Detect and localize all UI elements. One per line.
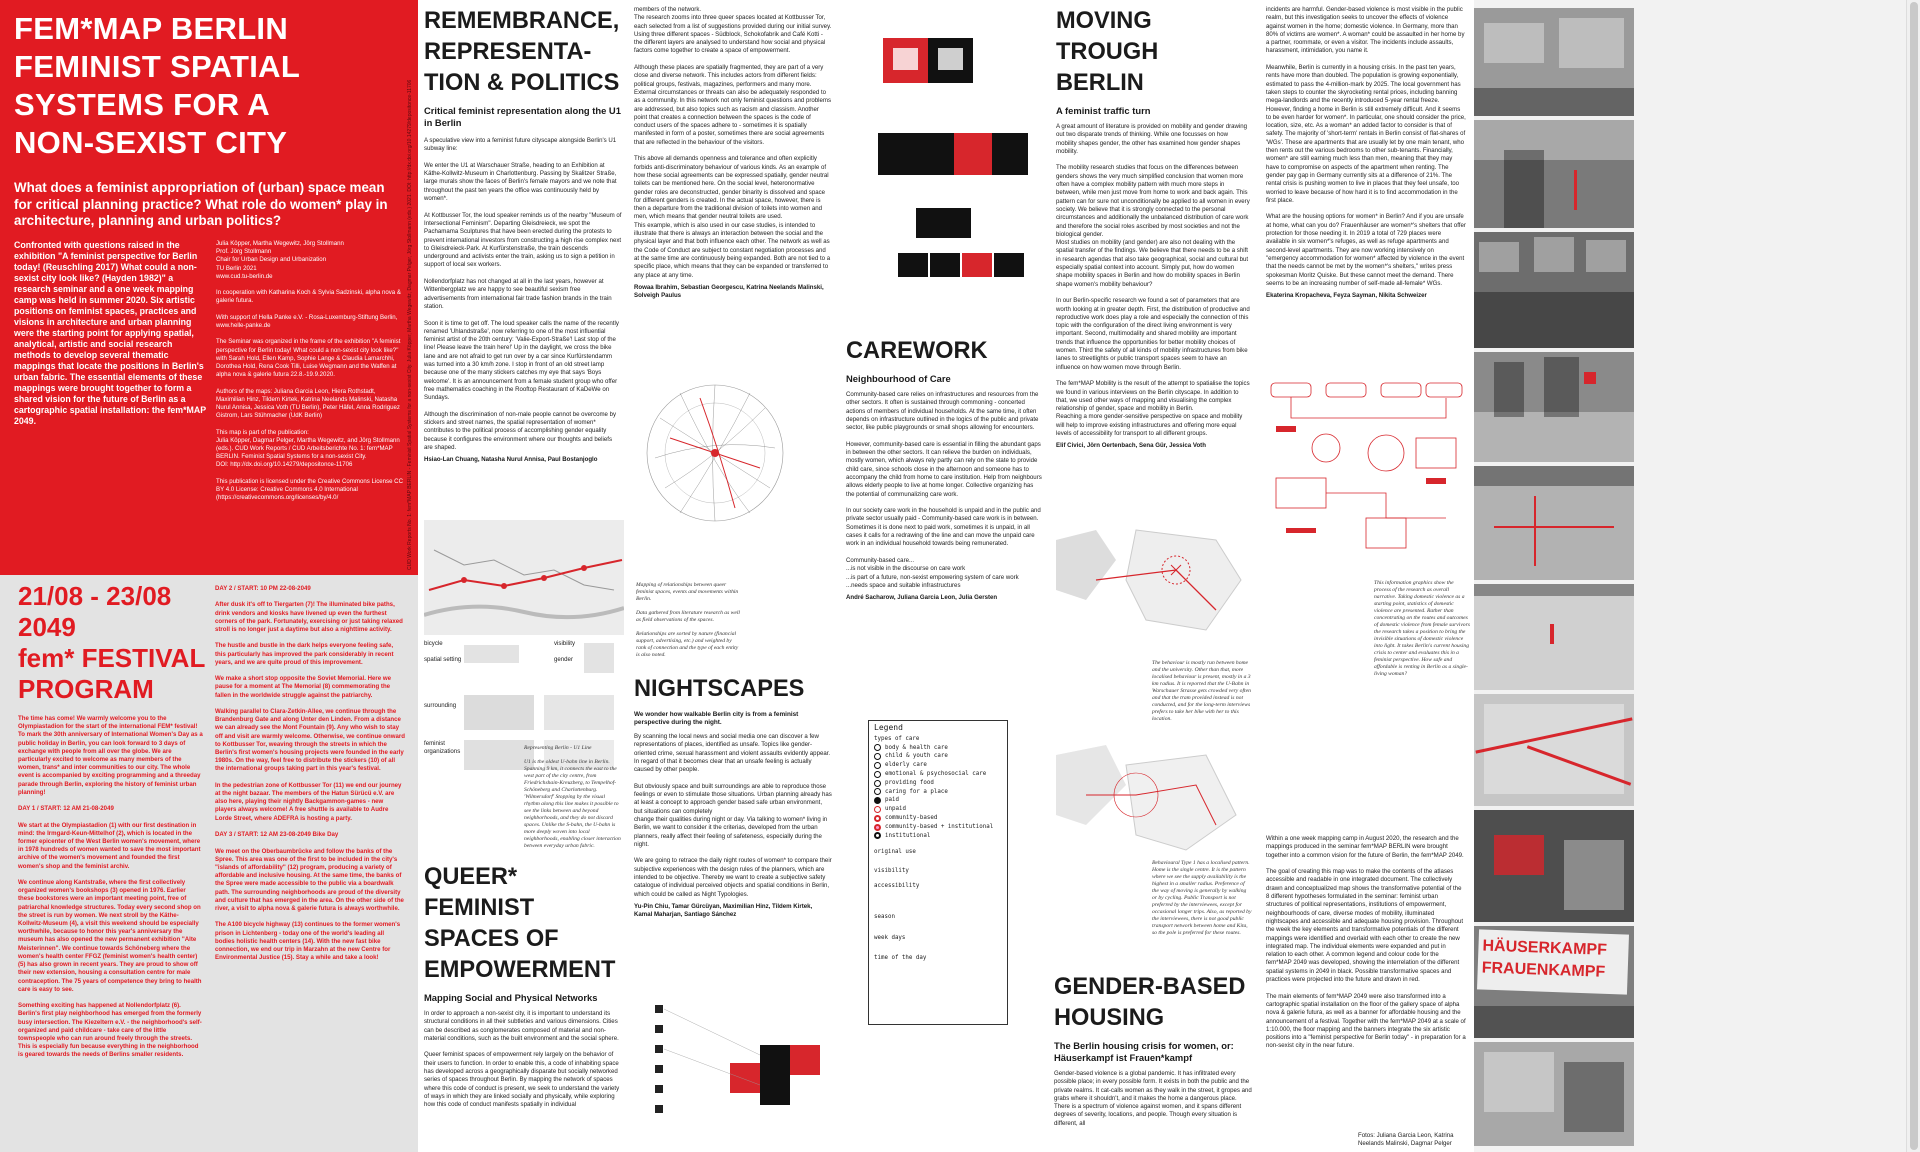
photo-floor-map-2 <box>1474 694 1634 806</box>
network-caption: Mapping of relationships between queer feminist spaces, events and movements within Berlin. Data gathered from literature research as well as field observations of the spaces. Relationships are sorted by nature (financial support, advertising, etc.) and weighted by rank of connection and the type of each entity is also noted. <box>636 582 740 658</box>
legend-types-list <box>874 744 1002 841</box>
festival-text-right: DAY 2 / START: 10 PM 22-08-2049 After dusk it's off to Tiergarten (7)! The illuminated bike paths, drink vendors and kiosks have livened up even the furthest corners of the park. Fortunately, exercising or just taking relaxed stroll is no longer just a daytime but also a nighttime activity. The hustle and bustle in the dark helps everyone feeling safe, this particularly has improved the park considerably in recent years, and we are quite proud of this improvement. We make a short stop opposite the Soviet Memorial. Here we pause for a moment at The Memorial (8) commemorating the fallen in the worldwide struggle against the patriarchy. Walking parallel to Clara-Zetkin-Allee, we continue through the Brandenburg Gate and along Unter den Linden. From a distance we can already see the Mont Fountain (9). Any who wish to stay off and visit are warmly welcome. Otherwise, we continue onward to Kottbusser Tor, weaving through the streets in which the Berlin's first women's housing projects were founded in the early 1980s. On the way, feel free to distribute the stickers (10) of all the international groups taking part in this year's festival. In the pedestrian zone of Kottbusser Tor (11) we end our journey at the night bazaar. The members of the Hatun Sürücü e.V. are also here, playing their nightly Backgammon-games - new players always welcome! A free shuttle is available to Audre Lorde Street, where ADEFRA is hosting a party. DAY 3 / START: 12 AM 23-08-2049 Bike Day We meet on the Oberbaumbrücke and follow the banks of the Spree. This area was one of the first to be included in the city's "islands of affordability" (12) program, producing a variety of affordable and inclusive housing. At the same time, the banks of the Spree were made accessible to the public via a boardwalk path. The surrounding neighborhoods are proud of the diversity and culture that has emerged in the area. On the other side of the river, a visit to alpha nova & galerie futura is always worthwhile. The A100 bicycle highway (13) continues to the former women's prison in Lichtenberg - today one of the world's leading all bodies holistic health centers (14). With the new fast bike connection, we end our trip in Marzahn at the new Centre for Environmental Justice (15). Stay a while and take a look! <box>215 585 405 962</box>
housing-section <box>1054 972 1254 1128</box>
remembrance-text: A speculative view into a feminist future cityscape alongside Berlin's U1 subway line: We enter the U1 at Warschauer Straße, heading to an Exhibition at Käthe-Kollwitz-Museum in Charlottenburg. Passing by Skalitzer Straße, large murals show the faces of Berlin's female mayors and we note that throughout the past ten years the office was continuously held by women*. At Kottbusser Tor, the loud speaker reminds us of the nearby "Museum of Intersectional Feminism". Departing Gleisdreieck, we spot the Pachamama Sculptures that have been erected during the protests to prevent international investors from constructing a high rise complex next to Gleisdreieck-Park. At Kurfürstenstraße, the train descends underground and activists enter the train, asking us to sign a petition in support of local sex workers. Nollendorfplatz has not changed at all in the last years, however at Wittenbergplatz we are happy to see beautiful sexism free advertisements from international fair trade fashion brands in the train station. Soon it is time to get off. The loud speaker calls the name of the recently renamed 'Uhlandstraße', now referring to one of the most influential feminist artist of the 20th century: 'Valie-Export-Straße'! Last stop of the line! Please leave the train here!' Up in the daylight, we cross the bike lane and are not afraid to get run over by a car since Kurfürstendamm was turned into a 30 km/h zone. I stop in front of an old street lamp because one of the many stickers catches my eye that says 'Boys welcome'. It is an announcement from a female student group who offer free mathematics coaching in the Rooftop Restaurant of KaDeWe on Sundays. Although the discrimination of non-male people cannot be overcome by stickers and street names, the spatial representation of women* contributes to the political process of accomplishing gender equality because it configures the environment where our thoughts and beliefs are shaped. <box>424 137 622 451</box>
vertical-scrollbar[interactable] <box>1906 0 1920 1152</box>
mobility-caption-1: The behaviour is mostly run between home and the university. Other than that, more localised behaviour is present, mostly in a 3 km radius. It is reported that the U-Bahn in Warschauer Strasse gets crowded very often and that the tram provided instead is not conducted, and for the long-term interviews prefers to take her bike with her to this location. <box>1152 660 1251 722</box>
network-section <box>628 0 838 1152</box>
u1-line-map <box>424 520 624 635</box>
legend-season: season <box>874 913 895 920</box>
legend-item: emotional & psychosocial care <box>874 770 1002 779</box>
moving-text: A great amount of literature is provided on mobility and gender drawing out two disparate trends of thinking. While one focusses on how mobility shapes gender, the other has examined how gender shapes mobility. The mobility research studies that focus on the differences between genders shows the very much simplified conclusion that women more often have a complex mobility pattern with much more steps in between, while men just move from home to work and back again. This pattern can for sure not unconditionally be applied to all women in every society. We believe that it is strongly connected to the personal circumstances and additionally the unbalanced distribution of care work and therefore the social roles ascribed by most societies and not the biological gender. Most studies on mobility (and gender) are also not dealing with the spatial transfer of the findings. We believe that there needs to be a shift in research agendas that also take geographical, social and cultural but especially spatial context into account. Simply put, how do women shape mobility spaces in Berlin and how do mobility spaces in Berlin shape women's mobility behaviour? In our Berlin-specific research we found a set of parameters that are worth looking at in greater depth. First, the distribution of productive and reproductive work does play a role and especially the connection of this topic with the configuration of the direct living environment is very important. Second, multimodality and shared mobility are important trends that influence the opportunities for better mobility choices of women. Third the safety of all kinds of mobility infrastructures from bike lanes to streetlights or public transport spaces seem to have an influence on how women move through Berlin. The fem*MAP Mobility is the result of the attempt to spatialise the topics we found in various interviews on the Berlin cityscape. In addition to that, we used other ways of mapping and visualising the complex relationship of gender, space and mobility in Berlin. Reaching a more gender-sensitive perspective on space and mobility will help to improve existing infrastructures and offering more equal levels of accessibility for transport to all different groups. <box>1056 123 1250 437</box>
remembrance-title: REMEMBRANCE, REPRESENTA- TION & POLITICS <box>424 8 620 96</box>
queer-subtitle: Mapping Social and Physical Networks <box>424 992 598 1003</box>
legend-item: caring for a place <box>874 788 1002 797</box>
legend-visibility: visibility <box>874 868 909 875</box>
child-care-icon <box>874 753 881 760</box>
photo-workshop-1 <box>1474 8 1634 116</box>
moving-authors: Elif Civici, Jörn Oertenbach, Sena Gür, Jessica Voth <box>1056 442 1206 450</box>
legend-time-of-day: time of the day <box>874 955 927 962</box>
mobility-map-1 <box>1056 520 1246 660</box>
festival-title: 21/08 - 23/08 2049 fem* FESTIVAL PROGRAM <box>18 581 206 704</box>
legend-week-days: week days <box>874 934 906 941</box>
lead-question: What does a feminist appropriation of (urban) space mean for critical planning practice? What role do women* play in architecture, planning and urban politics? <box>14 180 388 228</box>
emotional-care-icon <box>874 771 881 778</box>
carework-text: Community-based care relies on infrastructures and resources from the other sectors. It often is sustained through commoning - concerted actions of members of individual households. At the same time, it often depends on infrastructure outlined in the logics of the public and private sector, like public playgrounds or small shops allowing for encounters. However, community-based care is essential in filling the abundant gaps in between the other sectors. It can relieve the burden on individuals, mostly women, which always rely partly can rely on the state to provide child care, since schools close in the afternoon and someone has to accompany the child from home to care institution. Help from neighbours allows elderly people to live at home longer. Collective organizing has the potential of communalizing care work. In our society care work in the household is unpaid and in the public and private sector usually paid - Community-based care work is in between. Sometimes it is done next to paid work, sometimes it is unpaid, in all cases it calls for a redrawing of the line and can move the unpaid care work in an individual household towards being remunerated. Community-based care... ...is not visible in the discourse on care work ...is part of a future, non-sexist empowering system of care work ...needs space and suitable infrastructures <box>846 391 1042 589</box>
title-panel <box>0 0 418 575</box>
u1-caption: Representing Berlin - U1 Line U1 is the oldest U-bahn line in Berlin. Spanning 9 km, it connects the east to the west part of the city centre, from Friedrichshain-Kreuzberg, to Tempelhof-Schöneberg and Charlottenburg. 'Wilmersdorf' Stopping by the visual rhythm along this line makes it possible to see the links between and beyond neighborhoods, and they do not discard spaces. Unlike the S-bahn, the U-bahn is more deeply woven into local neighborhoods, enabling closer interaction between everyday urban fabric. <box>524 745 621 849</box>
scrollbar-thumb[interactable] <box>1910 2 1918 1150</box>
housing-title: GENDER-BASED HOUSING <box>1054 974 1246 1031</box>
poster-title: FEM*MAP BERLIN FEMINIST SPATIAL SYSTEMS FOR A NON-SEXIST CITY <box>14 11 301 160</box>
housing-text: Gender-based violence is a global pandemic. It has infiltrated every possible place; in every possible form. It exists in both the public and the private realms. It cat-calls women as they walk in the street, it gropes and grabs where it shouldn't, and it makes the home a dangerous place. There is a spectrum of violence against women, and it spans different degrees of severity, locations, and people. Though every situation is different, all <box>1054 1070 1252 1127</box>
label-visibility: visibility <box>554 640 575 647</box>
elderly-care-icon <box>874 762 881 769</box>
legend-item: institutional <box>874 832 1002 841</box>
place-care-icon <box>874 788 881 795</box>
photo-workshop-2 <box>1474 120 1634 228</box>
legend-accessibility: accessibility <box>874 882 920 889</box>
legend-types-title: types of care <box>874 735 920 742</box>
care-diagrams <box>878 18 1028 278</box>
queer-text: In order to approach a non-sexist city, it is important to understand its structural conditions in all their subtleties and various dimensions. Cities can be described as conglomerates composed of material and non-material conditions, such as the built environment and the social sphere. Queer feminist spaces of empowerment rely largely on the behavior of their users to function. In order to enable this, a code of inhabiting space has developed across a geographically disparate but socially networked series of spaces throughout Berlin. By mapping the network of spaces where this code of conduct is present, we seek to understand the variety of ways in which they are linked socially and physically, while exploring how this code of conduct manifests spatially in individual <box>424 1010 620 1109</box>
carework-section <box>846 336 1042 602</box>
legend-item: paid <box>874 796 1002 805</box>
housing-continued <box>1258 0 1474 1152</box>
network-authors: Rowaa Ibrahim, Sebastian Georgescu, Katrina Neelands Malinski, Solveigh Paulus <box>634 283 824 299</box>
legend-item: elderly care <box>874 761 1002 770</box>
label-bicycle: bicycle <box>424 640 443 647</box>
community-icon <box>874 815 881 822</box>
housing-authors: Ekaterina Kropacheva, Feyza Sayman, Nikita Schweizer <box>1266 292 1427 300</box>
banner-text: HÄUSERKAMPF FRAUENKAMPF <box>1477 929 1629 994</box>
photo-floor-map-1 <box>1474 466 1634 580</box>
community-institutional-icon <box>874 824 881 831</box>
label-surrounding: surrounding <box>424 702 457 709</box>
label-spatial-setting: spatial setting <box>424 656 462 663</box>
housing-subtitle: The Berlin housing crisis for women, or: Häuserkampf ist Frauen*kampf <box>1054 1040 1234 1063</box>
remembrance-authors: Hsiao-Lan Chuang, Natasha Nurul Annisa, Paul Bostanjoglo <box>424 456 598 464</box>
photo-gallery-2 <box>1474 1042 1634 1146</box>
paid-icon <box>874 797 881 804</box>
photo-workshop-3 <box>1474 232 1634 348</box>
nightscapes-authors: Yu-Pin Chiu, Tamar Gürcüyan, Maximilian Hinz, Tildem Kirtek, Kamal Maharjan, Santiago Sánchez <box>634 902 813 918</box>
legend-item: unpaid <box>874 805 1002 814</box>
remembrance-subtitle: Critical feminist representation along the U1 in Berlin <box>424 105 621 128</box>
nightscapes-section <box>634 674 832 919</box>
network-text: members of the network. The research zooms into three queer spaces located at Kottbusser Tor, each selected from a list of suggestions provided during our initial survey. Using three different spaces - Südblock, Schokofabrik and Café Kotti - the different layers are analysed to understand how social and physical factors come together to create a space of empowerment. Although these places are spatially fragmented, they are part of a very close and diverse network. This includes actors from different fields: political groups, festivals, magazines, performers and many more. External circumstances or threats can also be adequately responded to as a community. In this network not only feminist questions and problems are addressed, but also topics such as racism and classism. Another point that creates a connection between the spaces is the code of conduct users of the spaces adhere to - sometimes it is spatially manifested in form of a poster, sometimes there are social agreements that are reflected in the behaviour of the visitors. This above all demands openness and tolerance and often explicitly forbids anti-discriminatory behaviour of various kinds. As an example of how these social agreements can be expressed spatially, gender neutral toilets can be mentioned here. On the social level, heteronormative gender roles are deconstructed, gender binarity is dissolved and space for different genders is created. In the actual space, however, there is then a departure from the traditional division of toilets into women and men, which means that gender neutral toilets are used. This example, which is also used in our case studies, is intended to illustrate that there is always an interaction between the social and the physical layer and that both influence each other. The network as well as the Code of Conduct are subject to constant negotiation processes and at the same time are continuously being expanded. Both are not tied to a specific place, which means that they can be expanded or transferred to any place at any time. <box>634 6 832 279</box>
photo-workshop-4 <box>1474 352 1634 462</box>
vertical-citation: CUD Work Reports No. 1: fem*MAP BERLIN - Feminist Spatial Systems for a non-sexist City. Julia Köpper, Martha Wegewitz, Dagmar Pelger, Jörg Stollmann (eds.) 2021. DOI: http://dx.doi.org/10.14279/depositonce-11706 <box>407 79 413 570</box>
carework-title: CAREWORK <box>846 338 988 364</box>
legend-original-use: original use <box>874 849 916 856</box>
night-typology-diagram <box>650 995 840 1145</box>
mobility-map-2 <box>1056 735 1246 860</box>
carework-authors: André Sacharow, Juliana Garcia Leon, Julia Gersten <box>846 594 998 602</box>
festival-program <box>0 575 418 1152</box>
nightscapes-title: NIGHTSCAPES <box>634 676 805 702</box>
legend-item: providing food <box>874 779 1002 788</box>
queer-section <box>424 862 624 1110</box>
label-feminist-organizations: feminist organizations <box>424 740 461 756</box>
nightscapes-text: By scanning the local news and social media one can discover a few representations of places, identified as unsafe. Topics like gender-oriented crime, sexual harassment and violent assaults evidently appear. In regard of that it becomes clear that an unsafe feeling is actually caused by other people. But obviously space and built surroundings are able to reproduce those feelings or even to stimulate those situations. Urban planning already has at least a concept to approach gender based safe urban environment, but situations can completely change their qualities during night or day. Via talking to women* living in Berlin, we want to consider it the criterias, developed from the urban planners, really affect their feeling of safeteness, especially during the night. We are going to retrace the daily night routes of women* to compare their subjective experiences with the design rules of the planners, which are intended to be objective. Thereby we want to create a subjective safety catalogue of individual perceived objects and spatial conditions in Berlin, which could be called as Night Typologies. <box>634 733 832 898</box>
festival-text-left: The time has come! We warmly welcome you to the Olympiastadion for the start of the international FEM* festival! To mark the 30th anniversary of International Women's Day as a public holiday in Berlin, you can look forward to 3 days of exchange with people from all over the globe. We are particularly excited to welcome as many members of the women, trans* and inter communities to our city. The whole event is accompanied by exciting programming and a threeday parade through Berlin, exploring the history of feminist urban planning! DAY 1 / START: 12 AM 21-08-2049 We start at the Olympiastadion (1) with our first destination in mind: the Irmgard-Keun-Mittelhof (2), which is located in the former epicenter of the West Berlin women's movement, where in 1978 hundreds of women wanted to save the most important archive of the women's movement and founded the first women's shop and the feminist archiv. We continue along Kantstraße, where the first collectively organized women's bookshops (3) opened in 1976. Earlier these bookstores were an important meeting point, free of patriarchal knowledge structures. Today every second shop on the street is run by women. We next stroll by the Käthe-Kollwitz-Museum (4), a visit this weekend should be especially worthwhile, because to honor this year's anniversary the museum has also opened the new permanent exhibition "Alte Meisterinnen". We continue towards Schöneberg where the women's health center FFGZ (feminist women's health center) (5) has also grown in recent years. They are proud to show off their new extension, housing a consultation centre for male contraception. The 75 years of competence they bring to health care is easy to see. Something exciting has happened at Nollendorfplatz (6). Berlin's first play neighborhood has emerged from the formerly busy intersection. The Kiezeltern e.V. - the neighborhood's self-organized and paid childcare - take care of the little townspeople who can run around freely through the streets. This is especially fun because everything in the neighborhood is geared towards the needs of Berlins smaller residents. <box>18 715 203 1059</box>
housing-text-continued: incidents are harmful. Gender-based violence is most visible in the public realm, but this investigation seeks to uncover the effects of violence against women in the home; domestic violence. In Germany, more than 80% of victims are women*. A woman* could be assaulted in her home by a partner, roommate, or even a visitor. The incidents include assaults, harassment, intimidation, you name it. Meanwhile, Berlin is currently in a housing crisis. In the past ten years, rents have more than doubled. The population is growing exponentially, estimated to pass the 4-million-mark by 2025. The local government has taken steps to counter the skyrocketing rental prices, including banning mega-landlords and the recently introduced 5-year rental freeze. However, finding a home in Berlin is still extremely difficult. And it seems to be even harder for women*. In particular, one should consider the price, location, size, etc. As a woman* an added factor to consider is that of safety. The majority of 'short-term' rentals in Berlin consist of flat-shares of 'WGs'. These are apartments that are usually let by one main tenant, who then rents out the various bedrooms to other sub-tenants. Financially, women* are still earning much less than men, meaning that they may have to compromise on aspects of the apartment when renting. The gender pay gap in Germany currently sits at a difference of 21%. The rental crisis is pushing women to live in places that they feel unsafe, too worried to leave because of how hard it is to find accommodation in the first place. What are the housing options for women* in Berlin? And if you are unsafe at home, what can you do? Frauenhäuser are women*'s shelters that offer protection for those needing it. In 2019 a total of 729 places were available in six women*'s refuges, as well as refuge apartments and second-level apartments. They are now working intensively on "emergency accommodation for women* affected by violence in the event that the needs cannot be met by the women*'s shelters," writes press spokesman Moritz Quiske. But these cannot meet the demand. There seems to be an increasing number of self-made all-female* WGs. <box>1266 6 1466 287</box>
legend-item: community-based + institutional <box>874 823 1002 832</box>
moving-subtitle: A feminist traffic turn <box>1056 105 1151 116</box>
mobility-caption-2: Behavioural Type 1 has a localised pattern. Home is the single centre. It is the pattern where we see the supply availability is the highest in a smaller radius. Preference of the way of moving is generally by walking or by cycling. Public Transport is not preferred by the interviewees, except for occasional longer trips. Also, as reported by the interviewees, there is not good public transport network between home and Kita, so the pole is preferred for these routes. <box>1152 860 1252 936</box>
housing-infographic <box>1266 378 1466 558</box>
food-icon <box>874 780 881 787</box>
legend-title: Legend <box>874 723 903 732</box>
legend-item: child & youth care <box>874 752 1002 761</box>
label-gender: gender <box>554 656 573 663</box>
intro-text: Confronted with questions raised in the exhibition "A feminist perspective for Berlin today! (Reuschling 2017) What could a non-sexist city look like? (Hayden 1982)" a research seminar and a one week mapping camp was held in summer 2020. Six artistic positions on feminist spaces, practices and visions in architecture and urban planning were the starting point for applying spatial, analytical, artistic and social research methods to develop several thematic mappings that locate the positions in Berlin's urban fabric. The essential elements of these mappings were brought together to form a shared vision for the future of Berlin as a cartographic spatial installation: the fem*MAP 2049. <box>14 240 206 426</box>
care-legend <box>868 720 1008 1025</box>
photo-credit: Fotos: Juliana Garcia Leon, Katrina Neelands Malinski, Dagmar Pelger <box>1358 1132 1454 1148</box>
carework-subtitle: Neighbourhood of Care <box>846 373 951 384</box>
moving-title: MOVING TROUGH BERLIN <box>1056 8 1159 96</box>
network-diagram <box>640 378 790 528</box>
photo-gallery-1 <box>1474 584 1634 690</box>
unpaid-icon <box>874 806 881 813</box>
photo-detail-red <box>1474 810 1634 922</box>
credits-text: Julia Köpper, Martha Wegewitz, Jörg Stollmann Prof. Jörg Stollmann Chair for Urban Design and Urbanization TU Berlin 2021 www.cud.tu-berlin.de In cooperation with Katharina Koch & Sylvia Sadzinski, alpha nova & galerie futura. With support of Hella Panke e.V. - Rosa-Luxemburg-Stiftung Berlin, www.helle-panke.de The Seminar was organized in the frame of the exhibition "A feminist perspective for Berlin today! What could a non-sexist city look like?" with Sarah Hold, Ellen Kamp, Sophie Lange & Claudia Lamarchhi, Dorothea Hold, Rena Cook Tilli, Luise Wegmann and the Waffen at alpha nova & galerie futura 22.8.-19.9.2020. Authors of the maps: Juliana Garcia Leon, Hiera Rothstadt, Maximilian Hinz, Tildem Kirtek, Katrina Neelands Malinski, Natasha Nurul Annisa, Jessica Voth (TU Berlin), Peter Häfel, Anna Rodriguez Gistrom, Lars Stühmacher (UdK Berlin) This map is part of the publication: Julia Köpper, Dagmar Pelger, Martha Wegewitz, and Jörg Stollmann (eds.). CUD Work Reports / CUD Arbeitsberichte No. 1: fem*MAP BERLIN. Feminist Spatial Systems for a non-sexist City. DOI: http://dx.doi.org/10.14279/depositonce-11706 This publication is licensed under the Creative Commons License CC BY 4.0 License: Creative Commons 4.0 International (https://creativecommons.org/licenses/by/4.0/ <box>216 240 403 502</box>
legend-item: body & health care <box>874 744 1002 753</box>
photo-banner <box>1474 926 1634 1038</box>
body-care-icon <box>874 744 881 751</box>
camp-text: Within a one week mapping camp in August 2020, the research and the mappings produced in the seminar fem*MAP BERLIN were brought together into a common vision for the future of Berlin, the fem*MAP 2049. The goal of creating this map was to make the contents of the atlases accessible and readable in one integrated document. The collectively drawn and conceptualized map shows the transformative potential of the 8 different hypotheses formulated in the seminar: feminist urban structures of political representations, institutions of empowerment, neighbourhoods of care, diverse modes of mobility, illuminated nightscapes and accessible and adequate housing provision. Throughout the week the key elements and transformative potentials of the different mappings were identified and overlaid with each other to create the new integrated map. The individual elements were expanded and put in relation to each other. A common legend and colour code for the fem*MAP 2049 was developed, showing the interrelation of the different spatial systems in 2049 in black. Possible transformative spaces and practices were projected into the future and drawn in red. The main elements of fem*MAP 2049 were also transformed into a cartographic spatial installation on the floor of the gallery space of alpha nova & galerie futura, as well as a banner for affordable housing and the announcement of a festival. Together with the fem*MAP 2049 at a scale of 1:10.000, the floor mapping and the banners integrate the six artistic positions into a "feminist perspective for Berlin today" - in preparation for a non-sexist city in the near future. <box>1266 835 1466 1050</box>
nightscapes-subtitle: We wonder how walkable Berlin city is from a feminist perspective during the night. <box>634 711 799 726</box>
institutional-icon <box>874 832 881 839</box>
queer-title: QUEER* FEMINIST SPACES OF EMPOWERMENT <box>424 864 616 983</box>
housing-caption: This information graphics show the process of the research as overall narrative. Taking domestic violence as a starting point, statistics of domestic violence are presented. Rather than concentrating on the routes and outcomes of domestic violence from female survivors the research takes a position to bring the invisible situations of domestic violence into light. It takes Berlin's current housing crisis to center and evaluates this in a feminist perspective. How safe and affordable is renting in Berlin as a single-living woman? <box>1374 580 1470 677</box>
legend-item: community-based <box>874 814 1002 823</box>
